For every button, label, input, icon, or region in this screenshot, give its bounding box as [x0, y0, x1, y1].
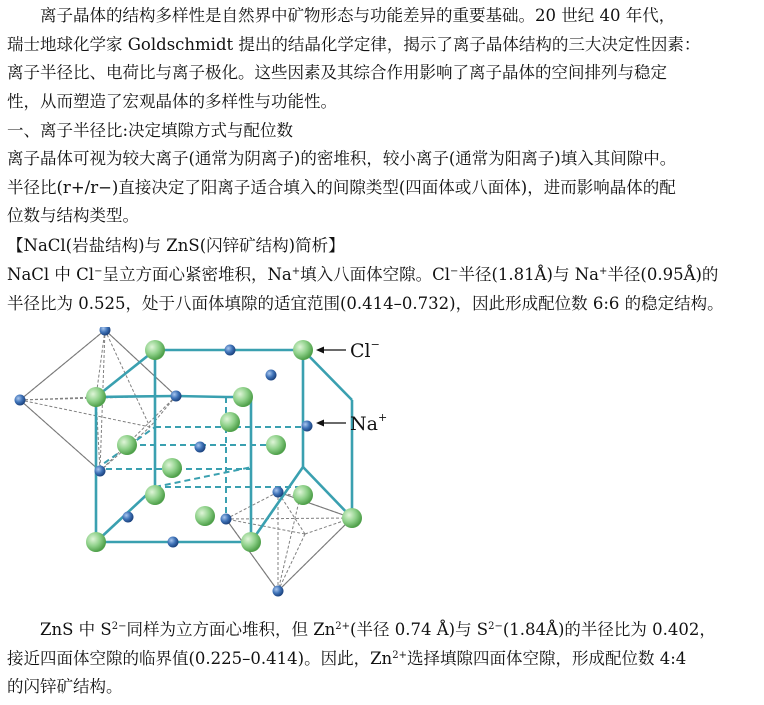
na-ion — [225, 345, 236, 356]
cl-charge: − — [94, 266, 103, 277]
na-charge-2: + — [599, 266, 608, 277]
cl-ion — [293, 340, 313, 360]
section-heading: 一、离子半径比:决定填隙方式与配位数 — [7, 121, 294, 140]
na-label — [316, 411, 387, 435]
nacl-line-2: 半径比为 0.525，处于八面体填隙的适宜范围(0.414–0.732)，因此形成配位数 6:6 的稳定结构。 — [7, 293, 724, 313]
zns-line-2a: 接近四面体空隙的临界值(0.225–0.414)。因此，Zn — [7, 648, 393, 668]
zns-text-b: 同样为立方面心堆积，但 Zn — [126, 620, 336, 639]
intro-paragraph — [7, 2, 759, 116]
na-ion — [302, 421, 313, 432]
cl-ion — [162, 458, 182, 478]
zns-line-2b: 选择填隙四面体空隙，形成配位数 4:4 — [406, 648, 687, 668]
cl-ion — [233, 387, 253, 407]
s-charge: 2− — [111, 621, 127, 632]
cl-ion — [342, 508, 362, 528]
cl-ion — [86, 387, 106, 407]
zn-charge-2: 2+ — [392, 649, 407, 661]
cube-inner-lines — [96, 397, 303, 519]
s-charge-2: 2− — [488, 621, 503, 632]
zns-line-2 — [7, 645, 759, 674]
nacl-crystal-figure — [0, 327, 764, 612]
na-ion — [15, 395, 26, 406]
cl-ion — [86, 532, 106, 552]
analysis-heading: 【NaCl(岩盐结构)与 ZnS(闪锌矿结构)简析】 — [7, 236, 345, 255]
nacl-text-b: 呈立方面心紧密堆积，Na — [102, 265, 292, 284]
cl-label-text: Cl — [350, 340, 371, 362]
zns-text-a: ZnS 中 S — [40, 620, 112, 639]
section-line-1: 离子晶体可视为较大离子(通常为阴离子)的密堆积，较小离子(通常为阳离子)填入其间隙中。 — [7, 149, 677, 168]
nacl-text-a: NaCl 中 Cl — [7, 265, 95, 284]
cl-ion — [145, 340, 165, 360]
na-ion — [221, 514, 232, 525]
cl-charge-2: − — [450, 266, 459, 277]
cl-ion — [241, 532, 261, 552]
intro-line-1: 离子晶体的结构多样性是自然界中矿物形态与功能差异的重要基础。20 世纪 40 年代， — [40, 6, 676, 25]
svg-text:Cl− — [350, 338, 380, 362]
na-ion — [273, 487, 284, 498]
na-ion — [168, 537, 179, 548]
nacl-paragraph — [7, 261, 759, 318]
zns-text-c: (半径 0.74 Å)与 S — [350, 620, 489, 639]
zn-charge: 2+ — [335, 621, 351, 632]
section-paragraph — [7, 145, 759, 231]
cl-label-sup: − — [370, 338, 380, 351]
na-ion — [266, 370, 277, 381]
cl-ion — [293, 485, 313, 505]
cl-ion — [195, 506, 215, 526]
nacl-text-e: 半径(0.95Å)的 — [607, 265, 719, 284]
na-label-sup: + — [377, 411, 388, 424]
na-ion — [171, 391, 182, 402]
zns-line-3: 的闪锌矿结构。 — [7, 677, 123, 697]
section-line-2: 半径比(r+/r−)直接决定了阳离子适合填入的间隙类型(四面体或八面体)，进而影响晶体的配 — [7, 177, 676, 197]
zns-text-d: (1.84Å)的半径比为 0.402， — [502, 620, 716, 639]
na-label-text: Na — [350, 413, 378, 435]
zns-line-1 — [7, 616, 759, 645]
cl-ion — [220, 412, 240, 432]
na-ion — [123, 512, 134, 523]
zns-paragraph — [7, 616, 759, 702]
na-charge: + — [291, 266, 301, 277]
cl-ion — [145, 485, 165, 505]
na-ion — [95, 466, 106, 477]
nacl-line-1 — [7, 261, 759, 290]
svg-text:Na+ — [350, 411, 387, 435]
nacl-text-c: 填入八面体空隙。Cl — [300, 265, 451, 284]
intro-line-3: 离子半径比、电荷比与离子极化。这些因素及其综合作用影响了离子晶体的空间排列与稳定 — [7, 63, 667, 83]
cl-label — [316, 338, 380, 362]
section-line-3: 位数与结构类型。 — [7, 206, 139, 226]
cl-ion — [266, 435, 286, 455]
intro-line-4: 性，从而塑造了宏观晶体的多样性与功能性。 — [7, 91, 337, 111]
na-ion — [273, 586, 284, 597]
nacl-text-d: 半径(1.81Å)与 Na — [458, 265, 599, 284]
nacl-unit-cell-diagram — [0, 327, 764, 612]
cl-ion — [117, 435, 137, 455]
na-ion — [195, 442, 206, 453]
intro-line-2: 瑞士地球化学家 Goldschmidt 提出的结晶化学定律，揭示了离子晶体结构的三大决定性因素： — [7, 34, 701, 54]
